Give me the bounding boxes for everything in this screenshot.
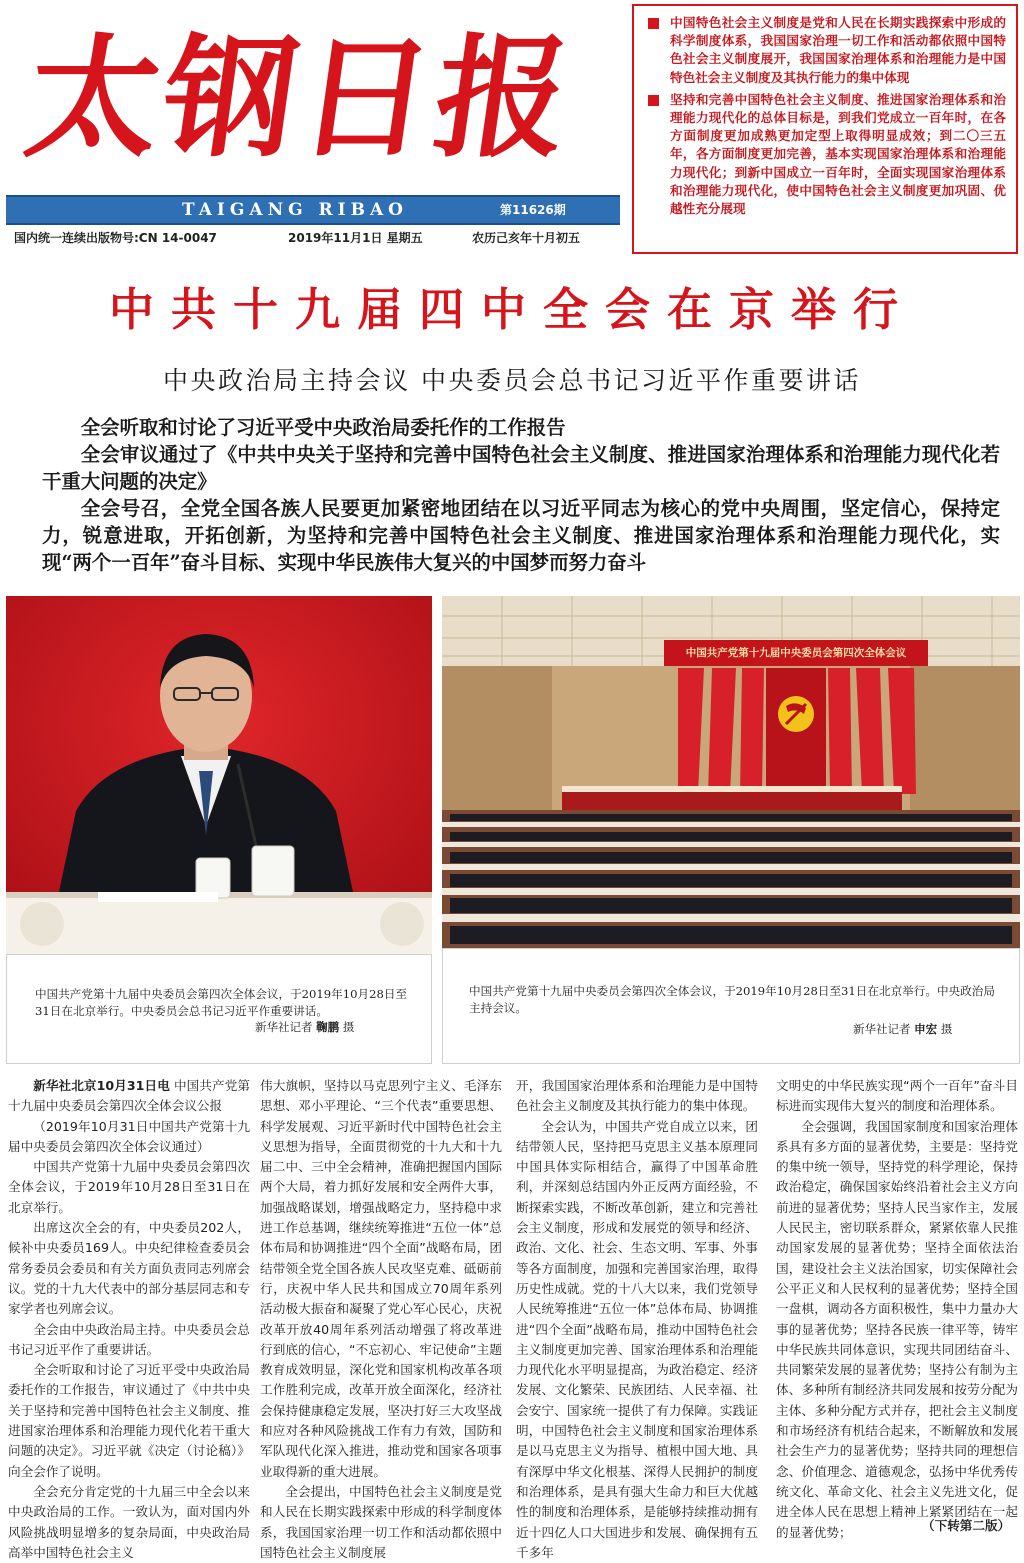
- credit-prefix: 新华社记者: [255, 1020, 313, 1034]
- lunar-date: 农历己亥年十月初五: [472, 231, 581, 245]
- credit-suffix: 摄: [940, 1022, 953, 1036]
- masthead-info-row: [6, 228, 620, 248]
- square-bullet-icon: [648, 95, 659, 106]
- speaker-photo-illustration: [6, 596, 432, 954]
- credit-suffix: 摄: [342, 1020, 355, 1034]
- lead-paragraph: 全会号召，全党全国各族人民要更加紧密地团结在以习近平同志为核心的党中央周围，坚定信心，保持定力，锐意进取，开拓创新，为坚持和完善中国特色社会主义制度、推进国家治理体系和治理能力现代化，实现“两个一百年”奋斗目标、实现中华民族伟大复兴的中国梦而努力奋斗: [42, 497, 1000, 574]
- dateline: 新华社北京10月31日电: [33, 1078, 170, 1093]
- photo-credit: [853, 1021, 952, 1037]
- lead-paragraph: 全会审议通过了《中共中央关于坚持和完善中国特色社会主义制度、推进国家治理体系和治理能力现代化若干重大问题的决定》: [42, 443, 1000, 493]
- article-paragraph: （2019年10月31日中国共产党第十九届中央委员会第四次全体会议通过）: [8, 1118, 250, 1154]
- article-paragraph: 全会听取和讨论了习近平受中央政治局委托作的工作报告，审议通过了《中共中央关于坚持和完善中国特色社会主义制度、推进国家治理体系和治理能力现代化若干重大问题的决定》。习近平就《决定（讨论稿）》向全会作了说明。: [8, 1362, 250, 1479]
- photographer-name: 申宏: [914, 1022, 938, 1036]
- article-column-1: [8, 1076, 250, 1560]
- photographer-name: 鞠鹏: [316, 1020, 340, 1034]
- article-paragraph: 全会由中央政治局主持。中央委员会总书记习近平作了重要讲话。: [8, 1321, 250, 1357]
- square-bullet-icon: [648, 18, 659, 29]
- article-paragraph: 出席这次全会的有，中央委员202人，候补中央委员169人。中央纪律检查委员会常务委员会委员和有关方面负责同志列席会议。党的十九大代表中的部分基层同志和专家学者也列席会议。: [8, 1220, 250, 1317]
- article-paragraph: 伟大旗帜，坚持以马克思列宁主义、毛泽东思想、邓小平理论、“三个代表”重要思想、科学发展观、习近平新时代中国特色社会主义思想为指导，全面贯彻党的十九大和十九届二中、三中全会精神，准确把握国内国际两个大局，着力抓好发展和安全两件大事，加强战略谋划，增强战略定力，坚持稳中求进工作总基调，继续统筹推进“五位一体”总体布局和协调推进“四个全面”战略布局，团结带领全党全国各族人民攻坚克难、砥砺前行，庆祝中华人民共和国成立70周年系列活动极大振奋和凝聚了党心军心民心，庆祝改革开放40周年系列活动增强了将改革进行到底的信心，“不忘初心、牢记使命”主题教育成效明显，深化党和国家机构改革各项工作胜利完成，改革开放全面深化，经济社会保持健康稳定发展，坚决打好三大攻坚战和应对各种风险挑战工作有力有效，国防和军队现代化深入推进，推动党和国家各项事业取得新的重大进展。: [260, 1078, 502, 1479]
- lead-paragraph: 全会听取和讨论了习近平受中央政治局委托作的工作报告: [80, 416, 566, 439]
- article-column-2: [260, 1076, 502, 1560]
- plenary-hall-photo: [442, 596, 1020, 948]
- summary-item: [644, 14, 1006, 87]
- caption-text: 中国共产党第十九届中央委员会第四次全体会议，于2019年10月28日至31日在北京举行。中央委员会总书记习近平作重要讲话。: [35, 987, 408, 1018]
- summary-item-text: 中国特色社会主义制度是党和人民在长期实践探索中形成的科学制度体系，我国国家治理一切工作和活动都依照中国特色社会主义制度展开，我国国家治理体系和治理能力是中国特色社会主义制度及其执行能力的集中体现: [670, 15, 1006, 85]
- photo-credit: [255, 1019, 354, 1035]
- publication-number: 国内统一连续出版物号:CN 14-0047: [14, 231, 217, 245]
- photo-caption-right: [442, 948, 1020, 1064]
- masthead: [6, 4, 622, 250]
- article-paragraph: 全会充分肯定党的十九届三中全会以来中央政治局的工作。一致认为，面对国内外风险挑战明显增多的复杂局面，中央政治局高举中国特色社会主义: [8, 1483, 250, 1560]
- article-text: 中国共产党第十九届中央委员会第四次全体会议公报: [8, 1078, 250, 1114]
- hall-banner-text: 中国共产党第十九届中央委员会第四次全体会议: [685, 647, 907, 659]
- summary-box: [632, 4, 1018, 254]
- article-paragraph: 全会提出，中国特色社会主义制度是党和人民在长期实践探索中形成的科学制度体系，我国国家治理一切工作和活动都依照中国特色社会主义制度展: [260, 1483, 502, 1560]
- credit-prefix: 新华社记者: [853, 1022, 911, 1036]
- article-column-3: [516, 1076, 758, 1560]
- article-paragraph: [8, 1076, 250, 1117]
- lead-summary: [42, 414, 1000, 576]
- english-name: TAIGANG RIBAO: [182, 200, 408, 220]
- article-paragraph: 中国共产党第十九届中央委员会第四次全体会议，于2019年10月28日至31日在北京举行。: [8, 1159, 250, 1215]
- main-headline: 中共十九届四中全会在京举行: [108, 283, 915, 336]
- summary-item-text: 坚持和完善中国特色社会主义制度、推进国家治理体系和治理能力现代化的总体目标是，到我们党成立一百年时，在各方面制度更加成熟更加定型上取得明显成效；到二〇三五年，各方面制度更加完善，基本实现国家治理体系和治理能力现代化；到新中国成立一百年时，全面实现国家治理体系和治理能力现代化，使中国特色社会主义制度更加巩固、优越性充分展现: [670, 91, 1006, 217]
- summary-item: [644, 91, 1006, 218]
- article-paragraph: 全会强调，我国国家制度和国家治理体系具有多方面的显著优势，主要是：坚持党的集中统一领导，坚持党的科学理论，保持政治稳定，确保国家始终沿着社会主义方向前进的显著优势；坚持人民当家作主，发展人民民主，密切联系群众，紧紧依靠人民推动国家发展的显著优势；坚持全面依法治国，建设社会主义法治国家，切实保障社会公平正义和人民权利的显著优势；坚持全国一盘棋，调动各方面积极性，集中力量办大事的显著优势；坚持各民族一律平等，铸牢中华民族共同体意识，实现共同团结奋斗、共同繁荣发展的显著优势；坚持公有制为主体、多种所有制经济共同发展和按劳分配为主体、多种分配方式并存，把社会主义制度和市场经济有机结合起来，不断解放和发展社会生产力的显著优势；坚持共同的理想信念、价值理念、道德观念，弘扬中华优秀传统文化、革命文化、社会主义先进文化，促进全体人民在思想上精神上紧紧团结在一起的显著优势；: [776, 1118, 1018, 1540]
- newspaper-logo-title: 太钢日报: [17, 21, 583, 176]
- article-paragraph: 文明史的中华民族实现“两个一百年”奋斗目标进而实现伟大复兴的制度和治理体系。: [776, 1078, 1018, 1114]
- continued-on-page-2-link[interactable]: （下转第二版）: [922, 1518, 1011, 1533]
- speaker-photo: [6, 596, 432, 954]
- publication-date: 2019年11月1日 星期五: [288, 231, 423, 245]
- caption-text: 中国共产党第十九届中央委员会第四次全体会议，于2019年10月28日至31日在北京举行。中央政治局主持会议。: [469, 984, 995, 1015]
- article-paragraph: 全会认为，中国共产党自成立以来，团结带领人民，坚持把马克思主义基本原理同中国具体实际相结合，赢得了中国革命胜利，并深刻总结国内外正反两方面经验，不断探索实践，不断改革创新，建立和完善社会主义制度，形成和发展党的领导和经济、政治、文化、社会、生态文明、军事、外事等各方面制度，加强和完善国家治理，取得历史性成就。党的十八大以来，我们党领导人民统筹推进“五位一体”总体布局、协调推进“四个全面”战略布局，推动中国特色社会主义制度更加完善、国家治理体系和治理能力现代化水平明显提高，为政治稳定、经济发展、文化繁荣、民族团结、人民幸福、社会安宁、国家统一提供了有力保障。实践证明，中国特色社会主义制度和国家治理体系是以马克思主义为指导、植根中国大地、具有深厚中华文化根基、深得人民拥护的制度和治理体系，是具有强大生命力和巨大优越性的制度和治理体系，是能够持续推动拥有近十四亿人口大国进步和发展、确保拥有五千多年: [516, 1118, 758, 1560]
- article-paragraph: 开，我国国家治理体系和治理能力是中国特色社会主义制度及其执行能力的集中体现。: [516, 1078, 758, 1114]
- sub-headline: 中央政治局主持会议 中央委员会总书记习近平作重要讲话: [163, 366, 861, 395]
- photo-caption-left: [6, 954, 432, 1064]
- masthead-band: [6, 195, 620, 225]
- issue-number: 第11626期: [500, 203, 566, 217]
